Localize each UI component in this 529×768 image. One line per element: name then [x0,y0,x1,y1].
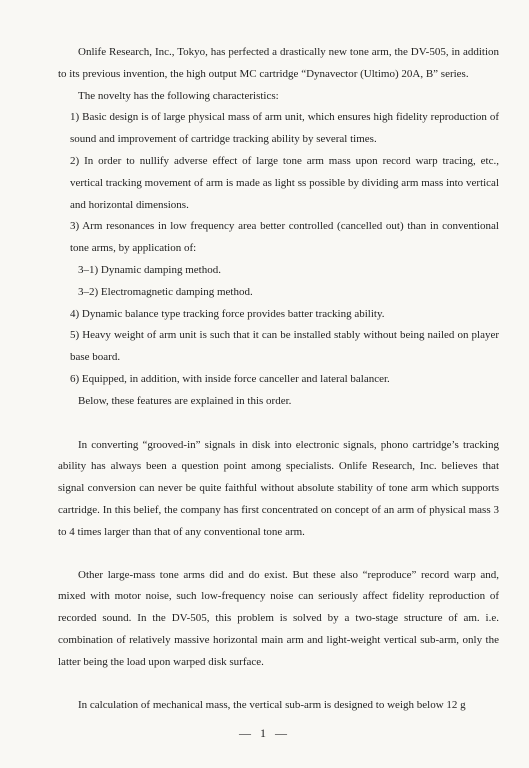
paragraph: Below, these features are explained in this order. [78,394,292,407]
paragraph: 6) Equipped, in addition, with inside force canceller and lateral balancer. [70,372,390,385]
paragraph: In converting “grooved-in” signals in disk into electronic signals, phono cartridge’s tracking ability has always been a question point among specialists. Onlife Research, Inc. believes that signal conversion can never be quite faithful without absolute stability of tone arm which supports cartridge. In this belief, the company has first concentrated on concept of an arm of physical mass 3 to 4 times larger than that of any conventional tone arm. [58,438,499,538]
paragraph: 3–2) Electromagnetic damping method. [78,285,253,298]
paragraph: 2) In order to nullify adverse effect of large tone arm mass upon record warp tracing, etc., vertical tracking movement of arm is made as light ss possible by dividing arm mass into vertical and horizontal dimensions. [70,154,499,211]
paragraph: Onlife Research, Inc., Tokyo, has perfected a drastically new tone arm, the DV-505, in addition to its previous invention, the high output MC cartridge “Dynavector (Ultimo) 20A, B” series. [58,46,499,80]
paragraph: Other large-mass tone arms did and do exist. But these also “reproduce” record warp and, mixed with motor noise, such low-frequency noise can seriously affect fidelity reproduction of recorded sound. In the DV-505, this problem is solved by a two-stage structure of am. i.e. combination of relatively massive horizontal main arm and light-weight vertical sub-arm, only the latter being the load upon warped disk surface. [58,568,499,668]
page-number: — 1 — [239,726,290,740]
paragraph: 5) Heavy weight of arm unit is such that it can be installed stably without being nailed on player base board. [70,329,499,364]
paragraph: In calculation of mechanical mass, the vertical sub-arm is designed to weigh below 12 g [78,698,466,711]
paragraph: 1) Basic design is of large physical mass of arm unit, which ensures high fidelity reproduction of sound and improvement of cartridge tracking ability by several times. [70,111,499,146]
paragraph: The novelty has the following characteristics: [78,89,279,102]
paragraph: 3–1) Dynamic damping method. [78,263,221,276]
document-body [58,42,499,716]
paragraph: 4) Dynamic balance type tracking force provides batter tracking ability. [70,307,385,320]
paragraph: 3) Arm resonances in low frequency area better controlled (cancelled out) than in conventional tone arms, by application of: [70,220,499,255]
